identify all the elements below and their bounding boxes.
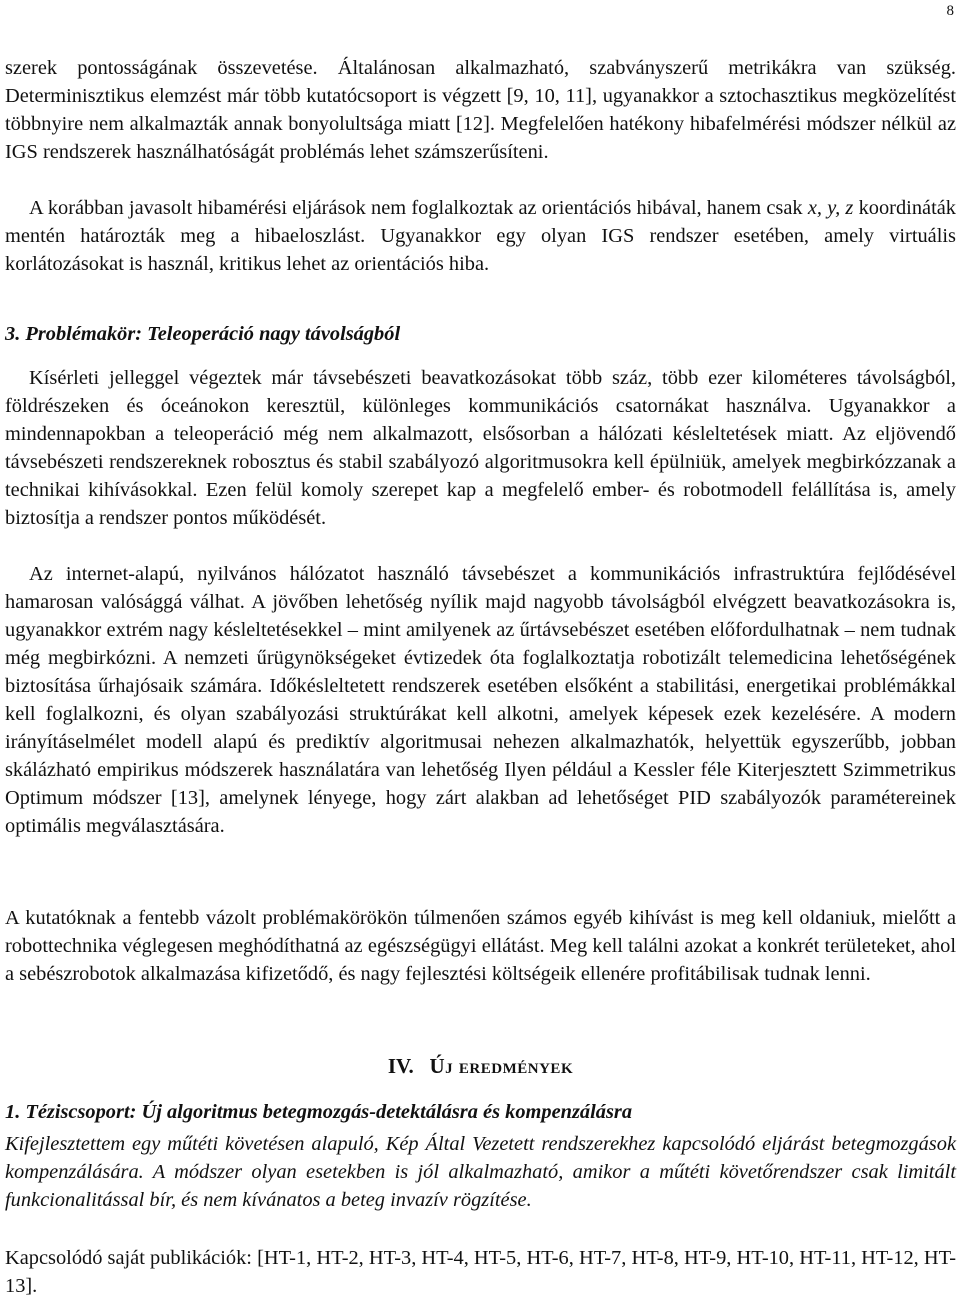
page-number: 8 <box>946 3 954 19</box>
chapter-title: Új eredmények <box>429 1054 574 1078</box>
paragraph-other-challenges: A kutatóknak a fentebb vázolt problémakörökön túlmenően számos egyéb kihívást is meg kell oldaniuk, mielőtt a robottechnika véglegesen meghódíthatná az egészségügyi ellátást. Meg kell találni azokat a konkrét területeket, ahol a sebészrobotok alkalmazása kifizetődő, és nagy fejlesztési költségeik ellenére profitábilisak tudnak lenni. <box>5 907 956 985</box>
paragraph-telesurgery-experiments: Kísérleti jelleggel végeztek már távsebészeti beavatkozásokat több száz, több ezer kilométeres távolságból, földrészeken és óceánokon keresztül, különleges kommunikációs csatornákat használva. Ugyanakkor a mindennapokban a teleoperáció még nem alkalmazott, elsősorban a hálózati késleltetések miatt. Az eljövendő távsebészeti rendszereknek robosztus és stabil szabályozó algoritmusokra kell épülniük, amelyek megbirkózzanak a technikai kihívásokkal. Ezen felül komoly szerepet kap a megfelelő ember- és robotmodell felállítása is, amely biztosítja a rendszer pontos működését. <box>5 367 956 529</box>
paragraph-orientation-error <box>5 194 956 278</box>
paragraph-metrics: szerek pontosságának összevetése. Általánosan alkalmazható, szabványszerű metrikákra van szükség. Determinisztikus elemzést már több kutatócsoport is végzett [9, 10, 11], ugyanakkor a sztochasztikus megközelítést többnyire nem alkalmazták annak bonyolultsága miatt [12]. Megfelelően hatékony hibafelmérési módszer nélkül az IGS rendszerek használhatóságát problémás lehet számszerűsíteni. <box>5 57 956 163</box>
section-heading-teleoperation: 3. Problémakör: Teleoperáció nagy távolságból <box>5 323 401 345</box>
paragraph-orientation-error-start: A korábban javasolt hibamérési eljárások nem foglalkoztak az orientációs hibával, hanem csak <box>29 197 808 219</box>
coordinate-math: x, y, z <box>807 197 854 219</box>
paragraph-internet-telesurgery: Az internet-alapú, nyilvános hálózatot használó távsebészet a kommunikációs infrastruktúra fejlődésével hamarosan valósággá válhat. A jövőben lehetőség nyílik majd nagyobb távolságból elvégzett beavatkozásokra is, ugyanakkor extrém nagy késleltetésekkel – mint amilyenek az űrtávsebészet esetében előfordulhatnak – nem tudnak még megbirkózni. A nemzeti űrügynökségeket évtizedek óta foglalkoztatja robotizált telemedicina lehetőségének biztosítása űrhajósaik számára. Időkésleltetett rendszerek esetében elsőként a stabilitási, energetikai problémákkal kell foglalkozni, és olyan szabályozási struktúrákat kell alkotni, amelyek képesek ezek kezelésére. A modern irányításelmélet modell alapú és prediktív algoritmusai nehezen alkalmazhatók, helyettük egyszerűbb, jobban skálázható empirikus módszerek használatára van lehetőség Ilyen például a Kessler féle Kiterjesztett Szimmetrikus Optimum módszer [13], amelynek lényege, hogy zárt alakban ad lehetőséget PID szabályozók paramétereinek optimális megválasztására. <box>5 563 956 837</box>
document-page <box>5 0 956 1298</box>
chapter-heading <box>5 1052 956 1080</box>
thesis-group-heading: 1. Téziscsoport: Új algoritmus betegmozgás-detektálásra és kompenzálásra <box>5 1101 633 1123</box>
chapter-numeral: IV. <box>387 1054 414 1078</box>
related-publications: Kapcsolódó saját publikációk: [HT-1, HT-2, HT-3, HT-4, HT-5, HT-6, HT-7, HT-8, HT-9, HT-10, HT-11, HT-12, HT-13]. <box>5 1247 956 1297</box>
thesis-statement: Kifejlesztettem egy műtéti követésen alapuló, Kép Által Vezetett rendszerekhez kapcsolódó eljárást betegmozgások kompenzálására. A módszer olyan esetekben is jól alkalmazható, amikor a műtéti követőrendszer csak limitált funkcionalitással bír, és nem kívánatos a beteg invazív rögzítése. <box>5 1133 956 1211</box>
paragraph-orientation-error-end: koordináták mentén határozták meg a hibaeloszlást. Ugyanakkor egy olyan IGS rendszer esetében, amely virtuális korlátozásokat is használ, kritikus lehet az orientációs hiba. <box>5 197 956 275</box>
